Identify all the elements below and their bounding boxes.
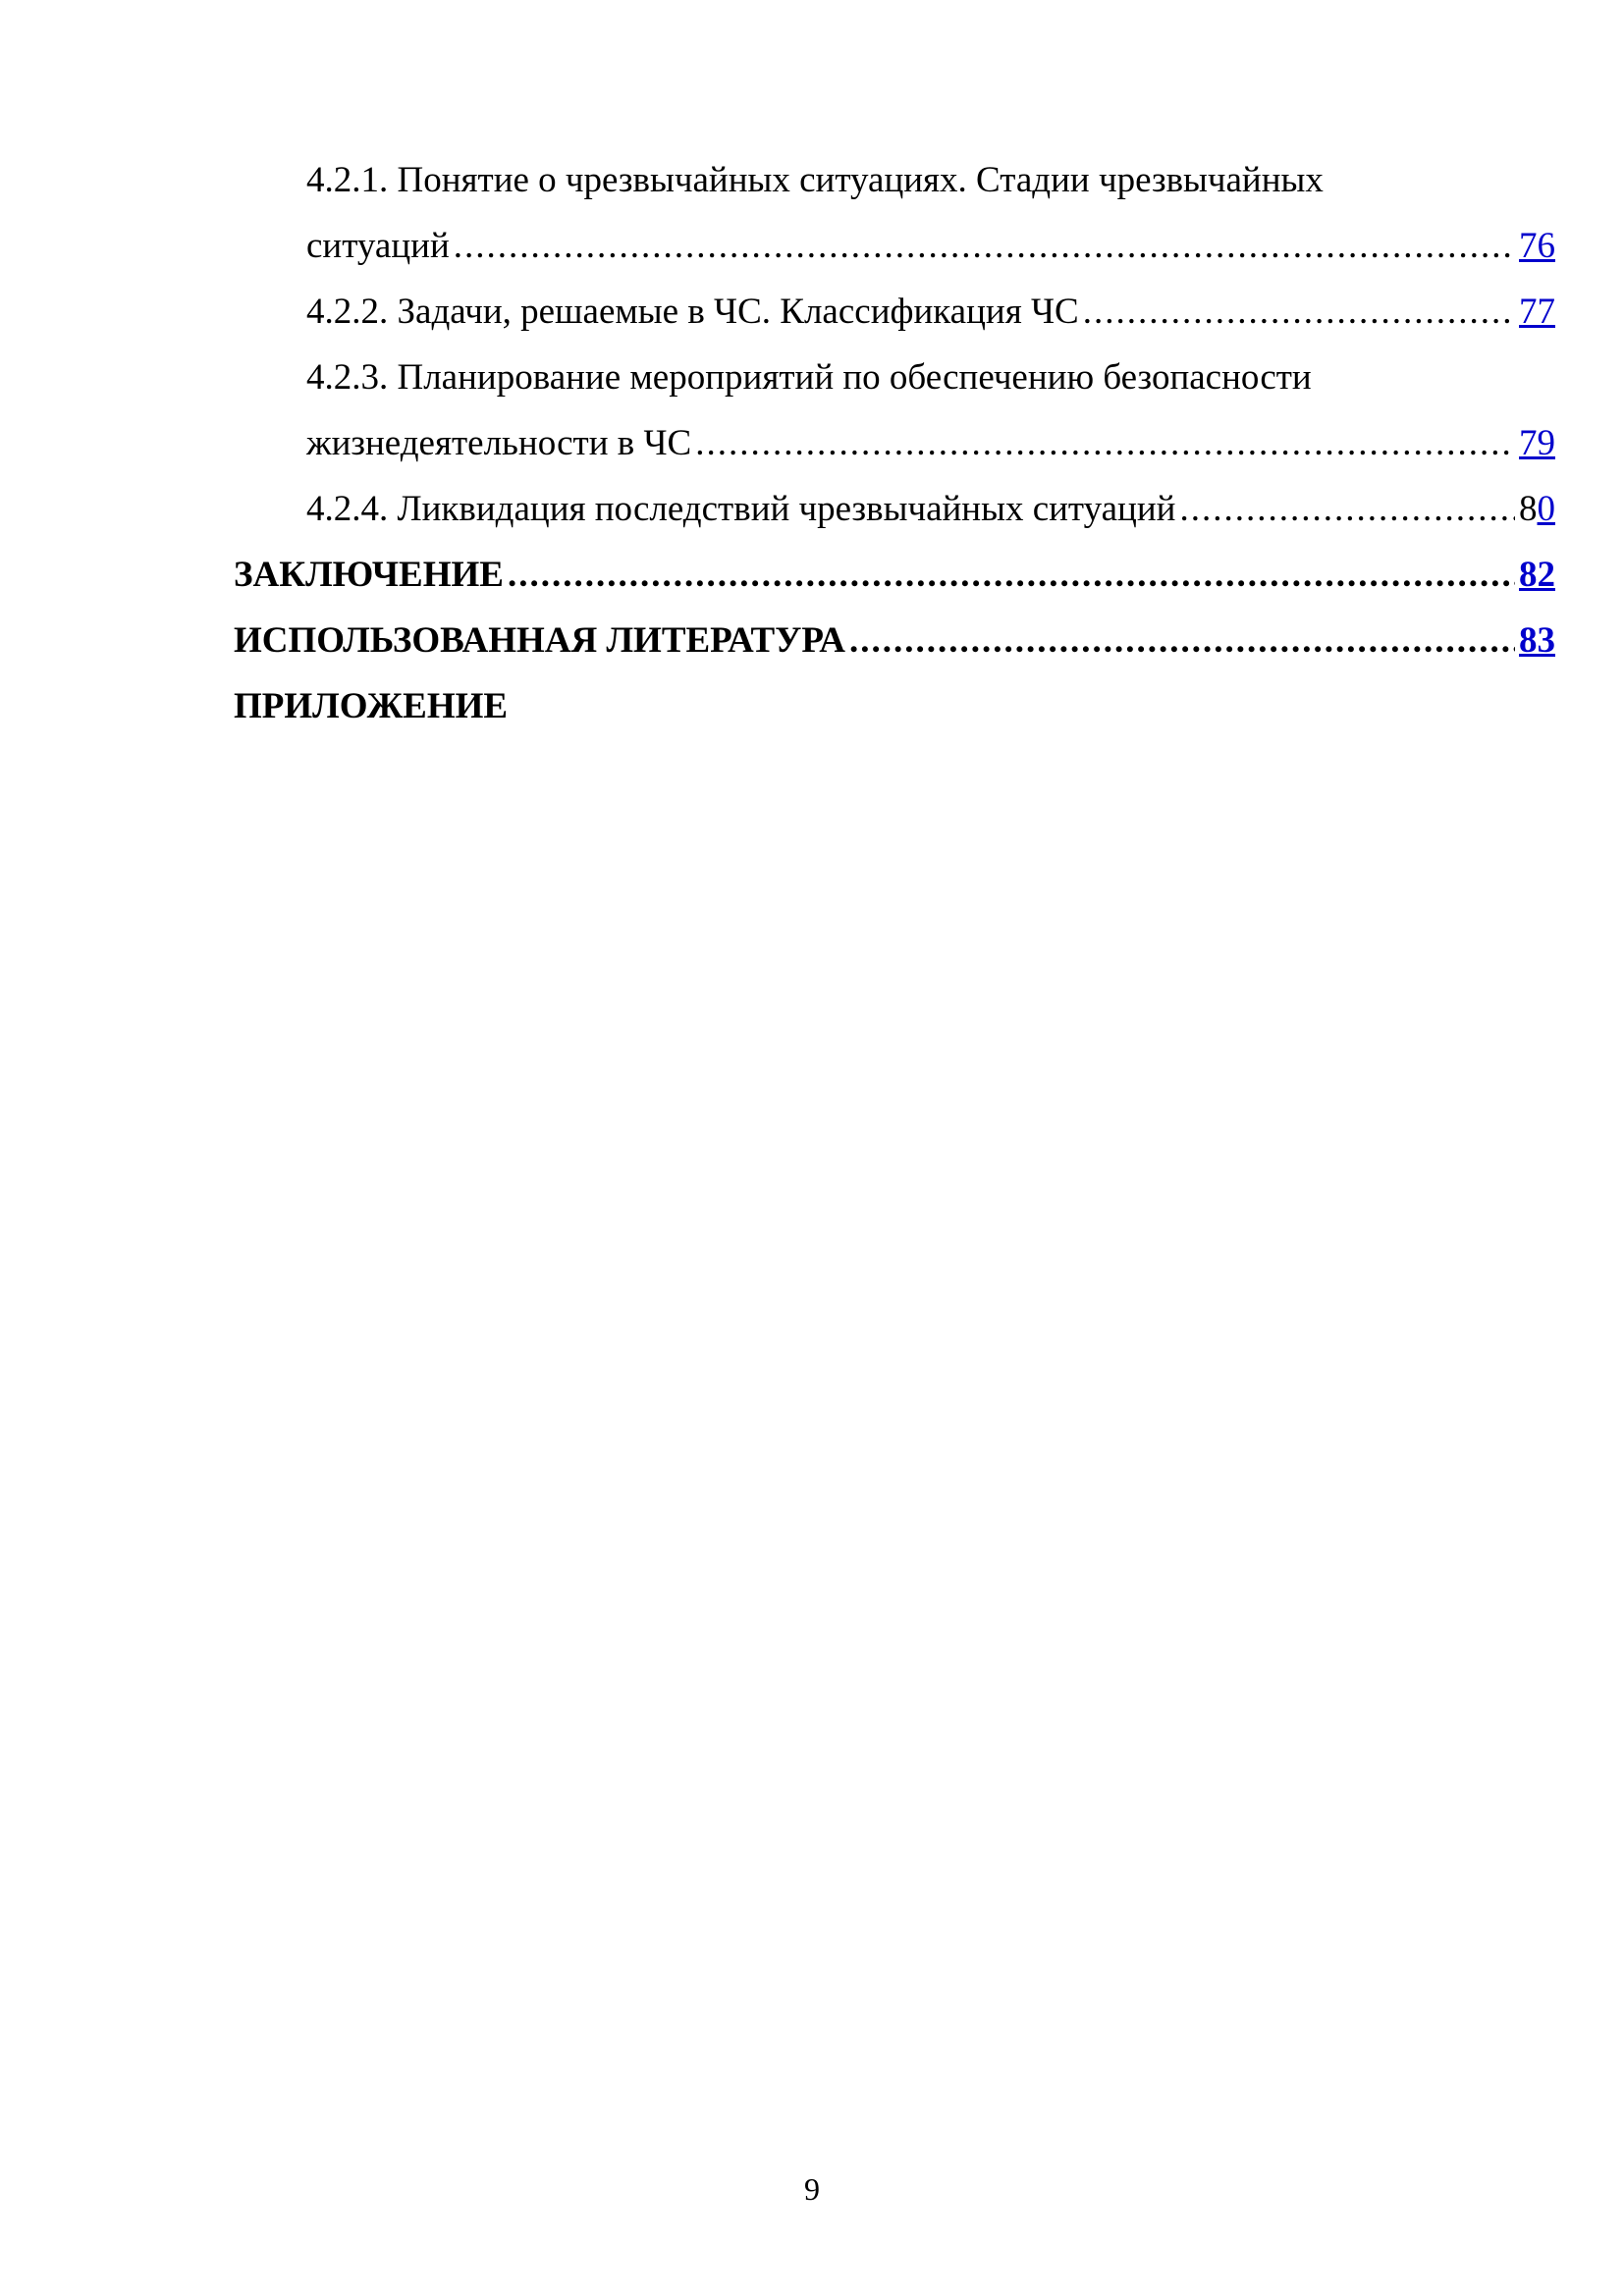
toc-entry-title: 4.2.1. Понятие о чрезвычайных ситуациях. Стадии чрезвычайных	[306, 160, 1324, 200]
toc-entry-title: 4.2.2. Задачи, решаемые в ЧС. Классификация ЧС	[306, 292, 1079, 332]
toc-entry-4-2-3-line1	[234, 345, 1555, 410]
toc-entry-4-2-4	[234, 476, 1555, 542]
dot-leader	[508, 542, 1515, 608]
toc-entry-conclusion	[234, 542, 1555, 608]
dot-leader	[454, 213, 1515, 279]
toc-entry-literature	[234, 608, 1555, 673]
toc-entry-4-2-3-line2	[234, 410, 1555, 476]
toc-entry-title: ситуаций	[306, 226, 450, 266]
toc-page-link[interactable]: 82	[1519, 555, 1555, 595]
toc-page-link[interactable]: 77	[1519, 292, 1555, 332]
toc-entry-title: жизнедеятельности в ЧС	[306, 423, 692, 463]
table-of-contents	[234, 147, 1555, 739]
toc-page-number	[1519, 476, 1555, 542]
toc-entry-4-2-2	[234, 279, 1555, 345]
toc-entry-title: ИСПОЛЬЗОВАННАЯ ЛИТЕРАТУРА	[234, 620, 845, 661]
toc-page-digit: 8	[1519, 489, 1538, 529]
toc-page-link[interactable]: 79	[1519, 423, 1555, 463]
toc-page-link[interactable]: 76	[1519, 226, 1555, 266]
toc-entry-title: 4.2.3. Планирование мероприятий по обеспечению безопасности	[306, 357, 1312, 398]
toc-entry-4-2-1-line1	[234, 147, 1555, 213]
page-number: 9	[804, 2171, 820, 2207]
toc-page-link[interactable]: 0	[1537, 489, 1555, 529]
toc-entry-title: ПРИЛОЖЕНИЕ	[234, 686, 509, 726]
toc-entry-4-2-1-line2	[234, 213, 1555, 279]
toc-entry-title: 4.2.4. Ликвидация последствий чрезвычайных ситуаций	[306, 489, 1176, 529]
dot-leader	[1179, 476, 1515, 542]
dot-leader	[1083, 279, 1515, 345]
toc-entry-title: ЗАКЛЮЧЕНИЕ	[234, 555, 504, 595]
dot-leader	[849, 608, 1515, 673]
toc-entry-appendix	[234, 673, 1555, 739]
toc-page-link[interactable]: 83	[1519, 620, 1555, 661]
dot-leader	[695, 410, 1515, 476]
